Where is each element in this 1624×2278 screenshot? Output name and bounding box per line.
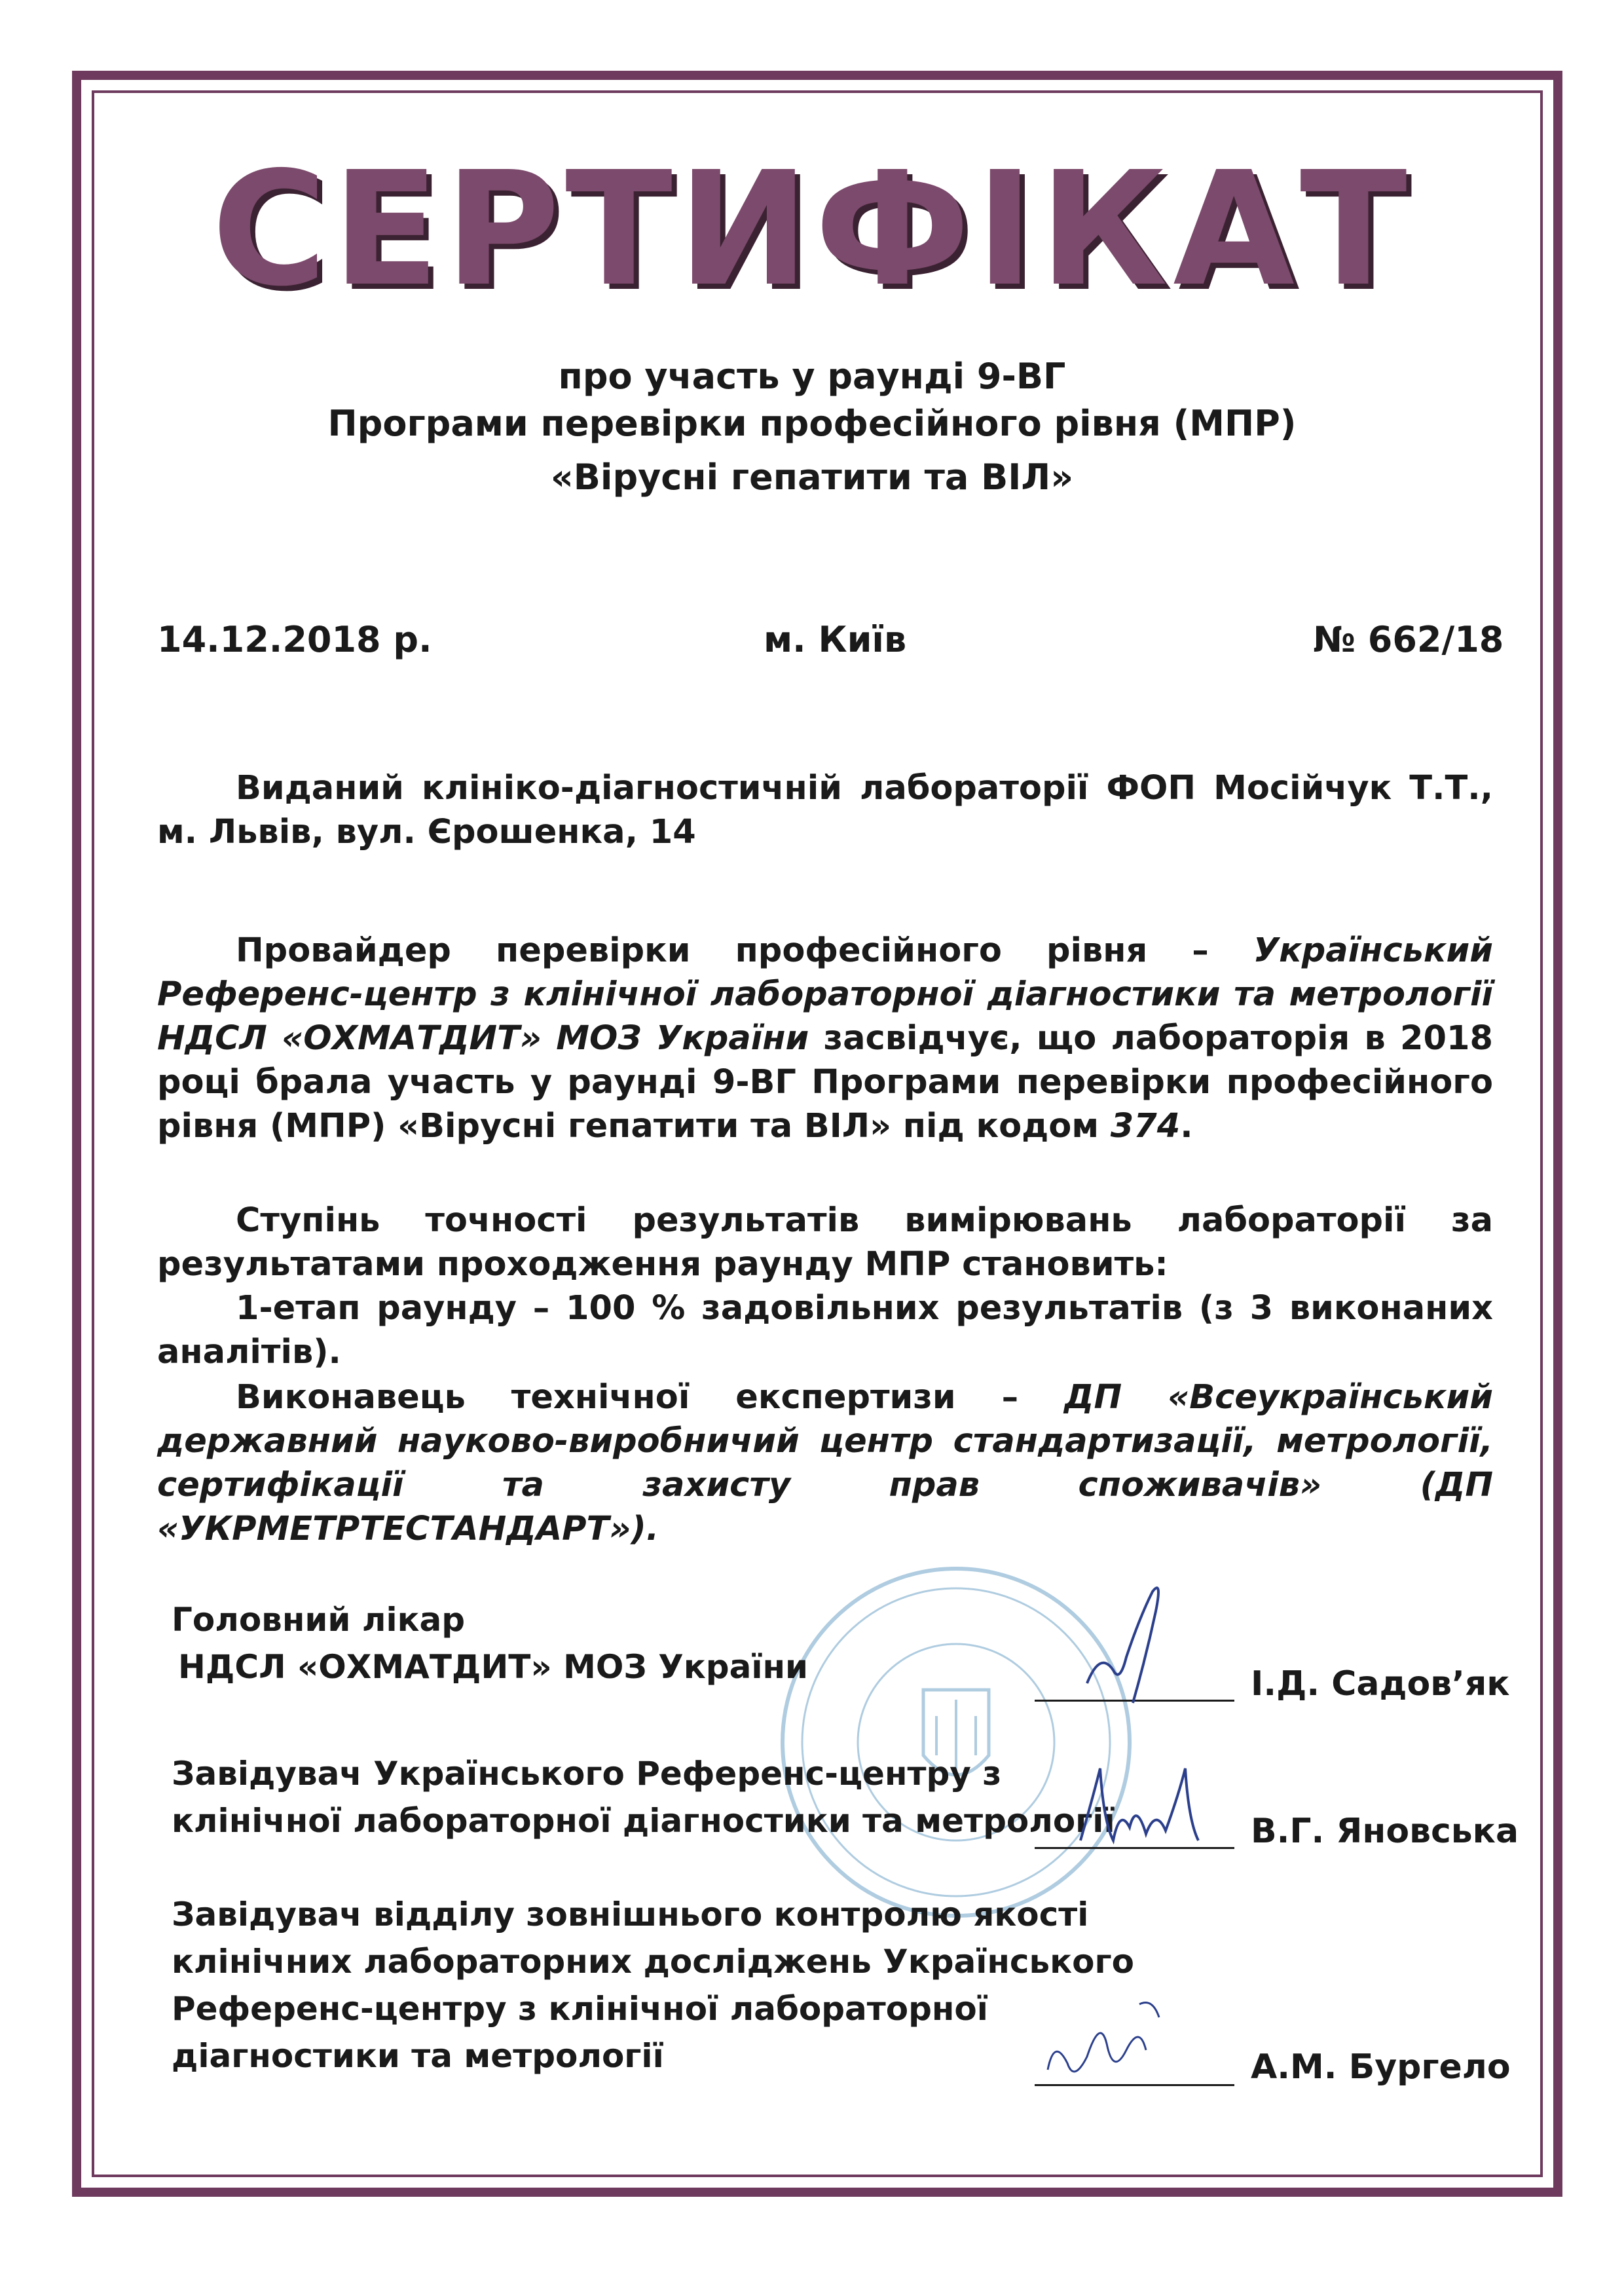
certificate-number: № 662/18 <box>1313 619 1504 660</box>
subtitle-line-1: про участь у раунді 9-ВГ <box>558 356 1066 397</box>
subtitle-line-3: «Вірусні гепатити та ВІЛ» <box>550 457 1074 498</box>
signatory-2-signature <box>1074 1729 1238 1860</box>
signatory-3-position-line-2: клінічних лабораторних досліджень Українського <box>172 1943 1134 1981</box>
certificate-city: м. Київ <box>764 619 907 660</box>
provider-code: 374 <box>1110 1107 1181 1146</box>
issued-line-2: м. Львів, вул. Єрошенка, 14 <box>157 813 696 851</box>
accuracy-result: 1-етап раунду – 100 % задовільних результатів (з 3 виконаних аналітів). <box>157 1289 1493 1372</box>
expert-org: ДП «Всеукраїнський державний науково-виробничий центр стандартизації, метрології, сертифікації та захисту прав споживачів» (ДП «УКРМЕТРТЕСТАНДАРТ»). <box>157 1378 1493 1548</box>
signatory-2-name: В.Г. Яновська <box>1251 1812 1519 1851</box>
signatory-3-position-line-3: Референс-центру з клінічної лабораторної <box>172 1990 988 2028</box>
certificate-title: СЕРТИФІКАТ <box>212 138 1412 321</box>
signatory-3-name: А.М. Бургело <box>1251 2047 1511 2087</box>
signatory-1-position-line-1: Головний лікар <box>172 1601 466 1639</box>
signatory-1-name: І.Д. Садов’як <box>1251 1664 1510 1704</box>
signatory-1-position-line-2: НДСЛ «ОХМАТДИТ» МОЗ України <box>178 1648 809 1686</box>
expert-lead: Виконавець технічної експертизи – <box>236 1378 1065 1417</box>
signatory-2-position-line-2: клінічної лабораторної діагностики та метрології <box>172 1802 1115 1840</box>
accuracy-paragraph <box>157 1199 1493 1374</box>
provider-text: засвідчує, що лабораторія в 2018 році брала участь у раунді 9-ВГ Програми перевірки професійного рівня (МПР) «Вірусні гепатити та ВІЛ» під кодом <box>157 1019 1493 1146</box>
certificate-date: 14.12.2018 р. <box>157 619 432 660</box>
provider-paragraph <box>157 929 1493 1148</box>
expert-paragraph <box>157 1375 1493 1551</box>
issued-to-paragraph <box>157 766 1493 854</box>
accuracy-text: Ступінь точності результатів вимірювань лабораторії за результатами проходження раунду МПР становить: <box>157 1201 1493 1284</box>
signatory-1-signature <box>1074 1572 1205 1716</box>
provider-org: Український Референс-центр з клінічної лабораторної діагностики та метрології НДСЛ «ОХМАТДИТ» МОЗ України <box>157 931 1493 1058</box>
provider-lead: Провайдер перевірки професійного рівня – <box>236 931 1253 970</box>
signatory-2-position-line-1: Завідувач Українського Референс-центру з <box>172 1755 1002 1793</box>
signatory-3-signature <box>1041 1978 1185 2089</box>
signatory-3-position-line-1: Завідувач відділу зовнішнього контролю якості <box>172 1895 1089 1933</box>
issued-line-1: Виданий клініко-діагностичній лабораторії ФОП Мосійчук Т.Т., <box>236 769 1493 808</box>
provider-end: . <box>1180 1107 1193 1146</box>
subtitle-line-2: Програми перевірки професійного рівня (МПР) <box>327 403 1297 444</box>
signatory-3-position-line-4: діагностики та метрології <box>172 2037 664 2075</box>
